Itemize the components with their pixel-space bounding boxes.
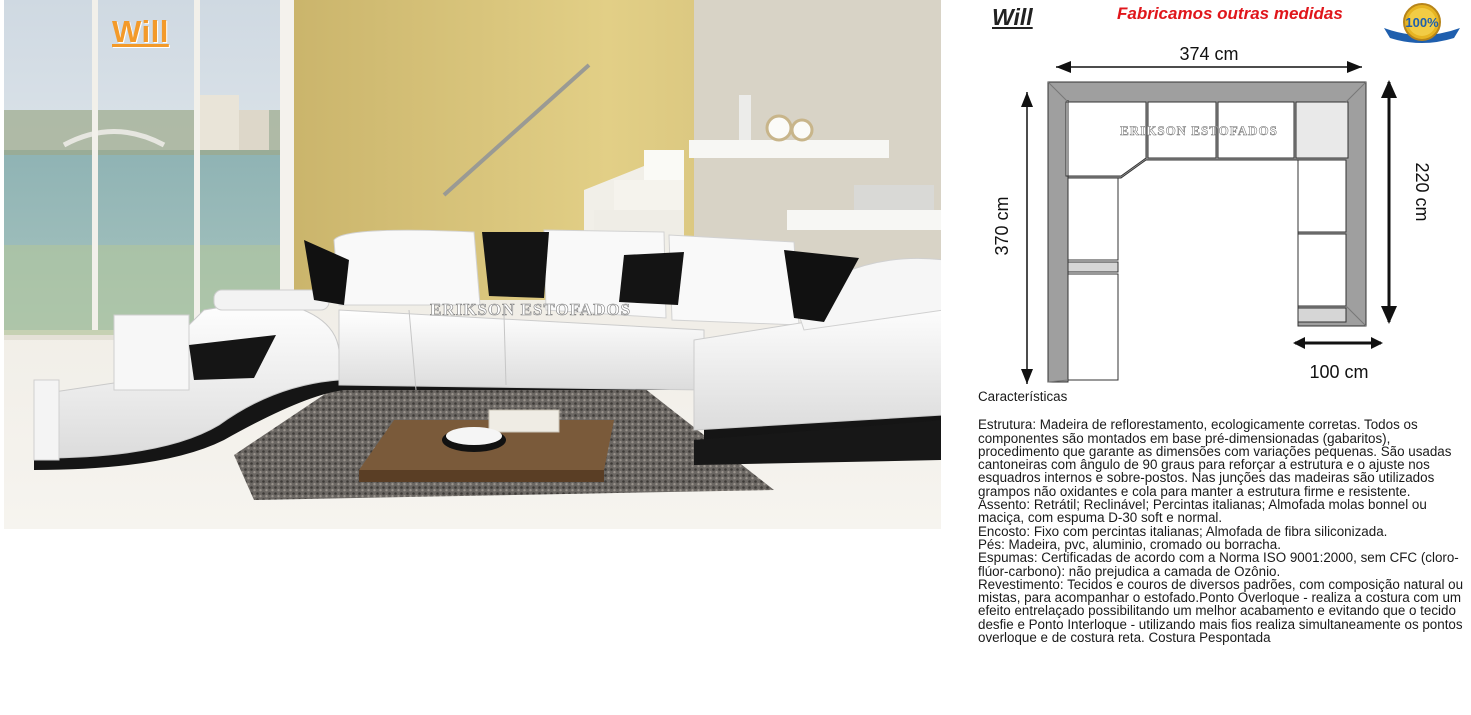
width-dimension: [1056, 44, 1362, 73]
spec-structure: Estrutura: Madeira de reflorestamento, ecologicamente corretas. Todos os componentes são montados em base pré-dimensionadas (gabaritos), procedimento que garante as dimensões com variações pequenas. São usadas cantoneiras com ângulo de 90 graus para reforçar a estrutura e o ajuste nos esquadros internos e sobre-postos. Nas junções das madeiras são utilizados grampos não oxidantes e cola para manter a estrutura firme e resistente.: [978, 417, 1452, 499]
spec-foams: Espumas: Certificadas de acordo com a Norma ISO 9001:2000, sem CFC (cloro-flúor-carbono): não prejudica a camada de Ozônio.: [978, 550, 1459, 579]
arm-width-dimension: [1293, 337, 1383, 382]
photo-watermark: ERIKSON ESTOFADOS: [430, 300, 632, 319]
diagram-watermark: ERIKSON ESTOFADOS: [1120, 123, 1278, 138]
spec-upholstery: Revestimento: Tecidos e couros de diversos padrões, com composição natural ou mistas, para acompanhar o estofado.Ponto Overloque - realiza a costura com um efeito entrelaçado possibilitando um melhor acabamento e evitando que o tecido desfie e Ponto Interloque - utilizando mais fios realiza simultaneamente os pontos overloque e de costura reta. Costura Pespontada: [978, 576, 1464, 646]
photo-product-title: Will: [112, 14, 169, 49]
specs-heading: Características: [978, 389, 1068, 404]
right-depth-label: 220 cm: [1412, 162, 1432, 222]
spec-feet: Pés: Madeira, pvc, aluminio, cromado ou borracha.: [978, 536, 1281, 552]
dimension-diagram: [976, 30, 1446, 390]
left-depth-dimension: [992, 92, 1033, 384]
product-specifications: [978, 390, 1468, 644]
sofa-photo: [4, 0, 941, 529]
living-room-scene: [4, 0, 941, 529]
seal-label: 100%: [1405, 15, 1439, 30]
custom-sizes-banner: Fabricamos outras medidas: [1117, 4, 1343, 23]
spec-seat: Assento: Retrátil; Reclinável; Percintas italianas; Almofada molas bonnel ou maciça, com espuma D-30 soft e normal.: [978, 497, 1427, 526]
arm-width-label: 100 cm: [1309, 362, 1369, 382]
right-depth-dimension: [1381, 80, 1432, 324]
diagram-product-title: Will: [992, 4, 1033, 30]
width-label: 374 cm: [1179, 44, 1239, 64]
spec-backrest: Encosto: Fixo com percintas italianas; Almofada de fibra siliconizada.: [978, 523, 1388, 539]
left-depth-label: 370 cm: [992, 196, 1012, 256]
